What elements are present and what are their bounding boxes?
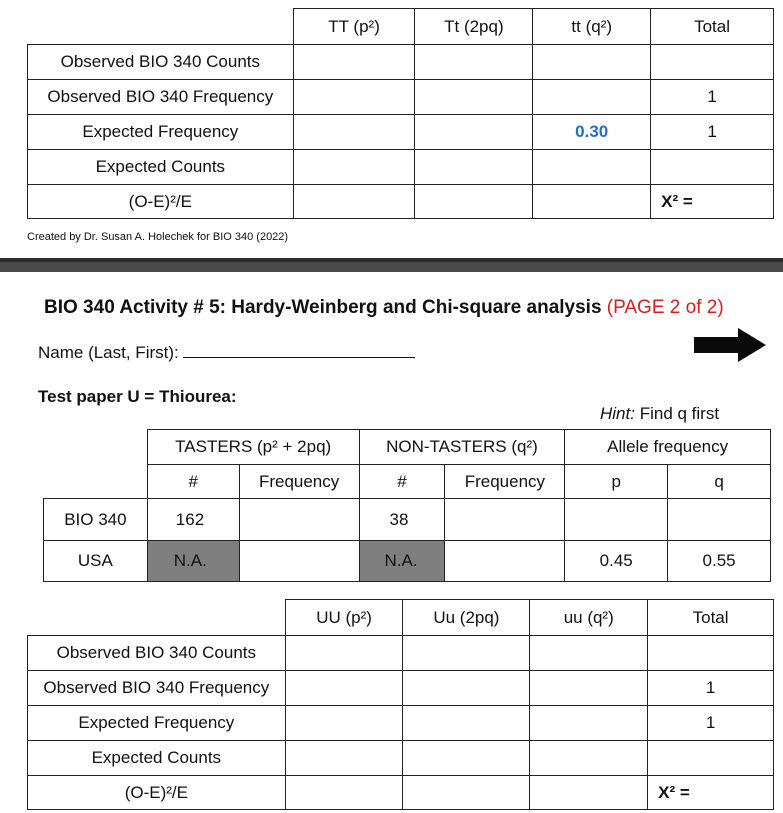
- expected-frequency-tt-value[interactable]: 0.30: [533, 115, 651, 150]
- p-value: 0.45: [565, 541, 668, 582]
- non-tasters-frequency-header: Frequency: [445, 465, 565, 499]
- non-tasters-count[interactable]: 38: [359, 499, 445, 541]
- total-cell[interactable]: 1: [651, 115, 774, 150]
- phenotype-table: [43, 429, 771, 582]
- name-underline[interactable]: [183, 343, 415, 358]
- empty-corner: [28, 600, 286, 636]
- row-label: Observed BIO 340 Frequency: [28, 671, 286, 706]
- title-main: BIO 340 Activity # 5: Hardy-Weinberg and Chi-square analysis: [44, 297, 602, 318]
- input-cell[interactable]: [533, 45, 651, 80]
- tasters-count-na: N.A.: [147, 541, 239, 582]
- input-cell[interactable]: [285, 671, 403, 706]
- input-cell[interactable]: [403, 741, 530, 776]
- tasters-frequency-header: Frequency: [239, 465, 359, 499]
- q-value[interactable]: [668, 499, 771, 541]
- hint: [600, 404, 719, 424]
- input-cell[interactable]: [403, 776, 530, 810]
- total-cell[interactable]: [648, 636, 774, 671]
- row-label-usa: USA: [44, 541, 148, 582]
- input-cell[interactable]: [293, 185, 415, 219]
- total-cell[interactable]: 1: [648, 706, 774, 741]
- row-label: Expected Frequency: [28, 706, 286, 741]
- page-indicator: (PAGE 2 of 2): [606, 297, 724, 318]
- input-cell[interactable]: [530, 776, 648, 810]
- total-cell[interactable]: 1: [651, 80, 774, 115]
- header-uu-rec: uu (q²): [530, 600, 648, 636]
- header-tt: TT (p²): [293, 9, 415, 45]
- p-header: p: [565, 465, 668, 499]
- input-cell[interactable]: [285, 741, 403, 776]
- genotype-table-uu: [27, 599, 774, 810]
- input-cell[interactable]: [530, 636, 648, 671]
- allele-frequency-header: Allele frequency: [565, 430, 771, 465]
- genotype-table-tt: [27, 8, 774, 219]
- header-uu-het: Uu (2pq): [403, 600, 530, 636]
- row-label: Observed BIO 340 Frequency: [28, 80, 294, 115]
- input-cell[interactable]: [285, 636, 403, 671]
- arrow-right-icon[interactable]: [694, 328, 766, 367]
- empty-corner: [44, 430, 148, 465]
- page-title: [44, 297, 724, 319]
- input-cell[interactable]: [293, 45, 415, 80]
- tasters-frequency[interactable]: [239, 541, 359, 582]
- non-tasters-frequency[interactable]: [445, 499, 565, 541]
- input-cell[interactable]: [403, 671, 530, 706]
- name-label: Name (Last, First):: [38, 343, 179, 362]
- q-header: q: [668, 465, 771, 499]
- total-cell[interactable]: [651, 150, 774, 185]
- non-tasters-header: NON-TASTERS (q²): [359, 430, 565, 465]
- tasters-count-header: #: [147, 465, 239, 499]
- input-cell[interactable]: [403, 636, 530, 671]
- chi-square-cell[interactable]: X² =: [651, 185, 774, 219]
- input-cell[interactable]: [293, 115, 415, 150]
- input-cell[interactable]: [285, 706, 403, 741]
- input-cell[interactable]: [530, 741, 648, 776]
- empty-corner: [44, 465, 148, 499]
- header-total: Total: [648, 600, 774, 636]
- input-cell[interactable]: [533, 185, 651, 219]
- row-label: Expected Counts: [28, 150, 294, 185]
- row-label: Expected Counts: [28, 741, 286, 776]
- input-cell[interactable]: [293, 150, 415, 185]
- header-uu: UU (p²): [285, 600, 403, 636]
- row-label: Observed BIO 340 Counts: [28, 636, 286, 671]
- test-paper-label: Test paper U = Thiourea:: [38, 387, 237, 406]
- input-cell[interactable]: [285, 776, 403, 810]
- input-cell[interactable]: [530, 671, 648, 706]
- input-cell[interactable]: [415, 115, 533, 150]
- header-tt-het: Tt (2pq): [415, 9, 533, 45]
- header-total: Total: [651, 9, 774, 45]
- total-cell[interactable]: 1: [648, 671, 774, 706]
- non-tasters-frequency[interactable]: [445, 541, 565, 582]
- row-label: Observed BIO 340 Counts: [28, 45, 294, 80]
- credit-text: Created by Dr. Susan A. Holechek for BIO 340 (2022): [27, 231, 289, 243]
- total-cell[interactable]: [648, 741, 774, 776]
- tasters-frequency[interactable]: [239, 499, 359, 541]
- input-cell[interactable]: [415, 45, 533, 80]
- hint-label: Hint:: [600, 404, 635, 423]
- non-tasters-count-header: #: [359, 465, 445, 499]
- name-field[interactable]: [38, 343, 415, 363]
- empty-corner: [28, 9, 294, 45]
- q-value: 0.55: [668, 541, 771, 582]
- input-cell[interactable]: [415, 185, 533, 219]
- input-cell[interactable]: [403, 706, 530, 741]
- row-label-bio340: BIO 340: [44, 499, 148, 541]
- input-cell[interactable]: [530, 706, 648, 741]
- header-tt-rec: tt (q²): [533, 9, 651, 45]
- non-tasters-count-na: N.A.: [359, 541, 445, 582]
- chi-square-cell[interactable]: X² =: [648, 776, 774, 810]
- total-cell[interactable]: [651, 45, 774, 80]
- row-label: (O-E)²/E: [28, 776, 286, 810]
- hint-text: Find q first: [639, 404, 720, 423]
- tasters-count[interactable]: 162: [147, 499, 239, 541]
- input-cell[interactable]: [293, 80, 415, 115]
- input-cell[interactable]: [415, 80, 533, 115]
- tasters-header: TASTERS (p² + 2pq): [147, 430, 359, 465]
- input-cell[interactable]: [533, 150, 651, 185]
- input-cell[interactable]: [415, 150, 533, 185]
- input-cell[interactable]: [533, 80, 651, 115]
- row-label: Expected Frequency: [28, 115, 294, 150]
- row-label: (O-E)²/E: [28, 185, 294, 219]
- p-value[interactable]: [565, 499, 668, 541]
- page-divider-edge: [0, 258, 783, 262]
